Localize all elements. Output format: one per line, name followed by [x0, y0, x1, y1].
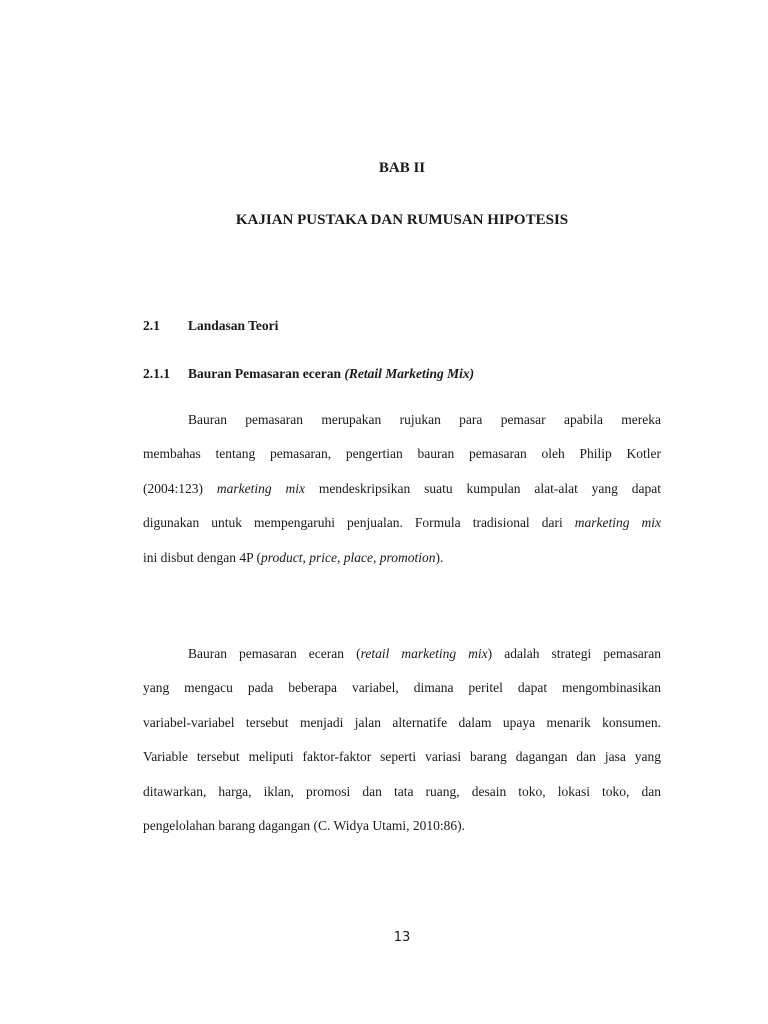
subsection-title-italic: (Retail Marketing Mix) — [344, 366, 475, 381]
paragraph-line: Variable tersebut meliputi faktor-faktor seperti variasi barang dagangan dan jasa yang — [143, 749, 661, 765]
paragraph-line: membahas tentang pemasaran, pengertian bauran pemasaran oleh Philip Kotler — [143, 446, 661, 462]
section-number: 2.1 — [143, 318, 160, 333]
paragraph-retail-marketing-mix — [143, 637, 661, 843]
paragraph-line: Bauran pemasaran eceran (retail marketing mix) adalah strategi pemasaran — [188, 646, 661, 661]
section-heading — [143, 318, 278, 334]
paragraph-line: ini disbut dengan 4P (product, price, place, promotion). — [143, 549, 444, 565]
paragraph-line: digunakan untuk mempengaruhi penjualan. Formula tradisional dari marketing mix — [143, 515, 661, 531]
paragraph-line: yang mengacu pada beberapa variabel, dimana peritel dapat mengombinasikan — [143, 680, 661, 696]
paragraph-line: variabel-variabel tersebut menjadi jalan alternatife dalam upaya menarik konsumen. — [143, 714, 661, 730]
chapter-number: BAB II — [378, 160, 426, 176]
subsection-title: Bauran Pemasaran eceran — [188, 366, 341, 381]
page-number: 13 — [393, 930, 411, 945]
subsection-heading — [143, 366, 474, 382]
section-title: Landasan Teori — [188, 318, 279, 333]
paragraph-line: Bauran pemasaran merupakan rujukan para pemasar apabila mereka — [188, 412, 661, 427]
paragraph-line: pengelolahan barang dagangan (C. Widya Utami, 2010:86). — [143, 818, 465, 834]
chapter-title: KAJIAN PUSTAKA DAN RUMUSAN HIPOTESIS — [235, 212, 569, 228]
paragraph-marketing-mix — [143, 403, 661, 575]
paragraph-line: (2004:123) marketing mix mendeskripsikan suatu kumpulan alat-alat yang dapat — [143, 480, 662, 496]
subsection-number: 2.1.1 — [143, 366, 170, 381]
paragraph-line: ditawarkan, harga, iklan, promosi dan tata ruang, desain toko, lokasi toko, dan — [143, 783, 661, 799]
